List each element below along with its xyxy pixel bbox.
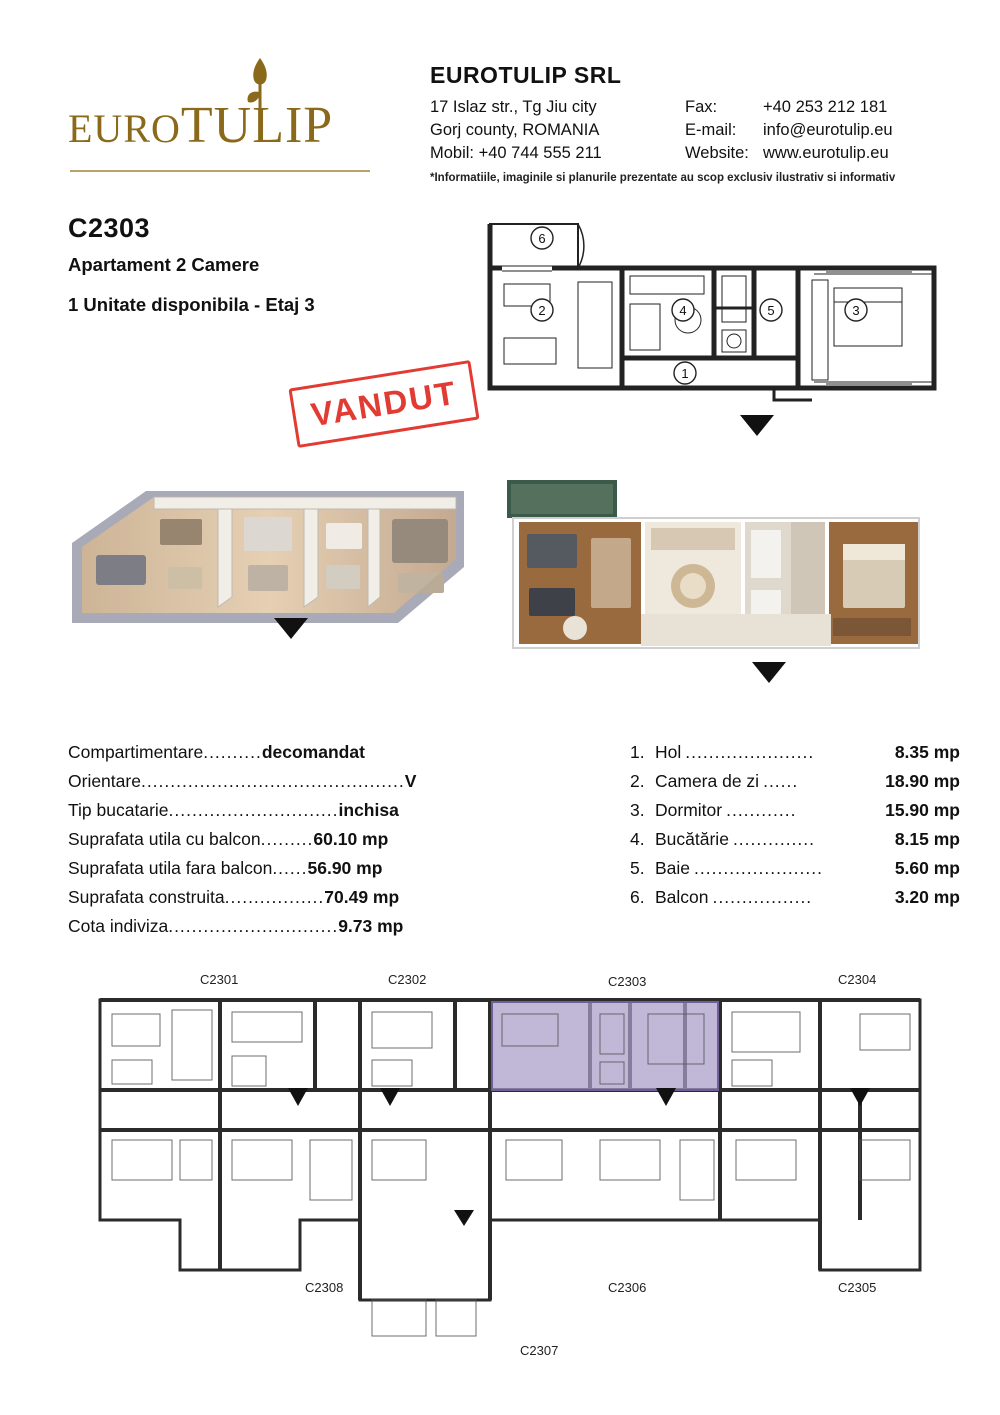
room-areas-list	[630, 738, 960, 912]
room-row	[630, 738, 960, 767]
plate-label-c2302: C2302	[388, 972, 427, 987]
email-entry	[685, 119, 893, 142]
mobil-value: +40 744 555 211	[478, 144, 602, 162]
fax-entry	[685, 96, 887, 119]
spec-row	[68, 825, 468, 854]
plate-label-c2307: C2307	[520, 1343, 559, 1358]
room-name: Balcon	[655, 887, 709, 907]
contact-details	[430, 96, 970, 165]
logo-divider	[70, 170, 370, 172]
spec-dots: ..........	[203, 742, 262, 762]
spec-row	[68, 883, 468, 912]
spec-value: decomandat	[261, 742, 365, 762]
spec-row	[68, 854, 468, 883]
room-name: Camera de zi	[655, 771, 760, 791]
room-dots: ..............	[732, 829, 816, 849]
entrance-marker-topdown	[752, 662, 786, 683]
address-line-1: 17 Islaz str., Tg Jiu city	[430, 98, 597, 116]
website-label: Website:	[685, 144, 749, 162]
room-number: 4.	[630, 829, 645, 849]
room-name: Hol	[655, 742, 682, 762]
spec-label: Suprafata utila fara balcon	[68, 858, 273, 878]
logo-tulip-text: TULIP	[180, 97, 334, 154]
room-dots: ......................	[685, 742, 815, 762]
apartment-code: C2303	[68, 213, 151, 243]
mobil-entry	[430, 142, 685, 165]
spec-row	[68, 912, 468, 941]
room-row	[630, 854, 960, 883]
plate-label-c2308: C2308	[305, 1280, 344, 1295]
spec-row	[68, 738, 468, 767]
status-badge-sold: VANDUT	[288, 360, 479, 448]
plan-marker-1: 1	[681, 366, 689, 381]
building-floor-plate	[60, 970, 950, 1360]
company-contact-block	[430, 62, 970, 165]
logo-euro-text: EURO	[68, 106, 181, 151]
spec-dots: .............................	[168, 800, 339, 820]
spec-dots: .................	[224, 887, 325, 907]
spec-row	[68, 796, 468, 825]
spec-label: Orientare	[68, 771, 141, 791]
room-dots: ......................	[694, 858, 823, 878]
room-number: 6.	[630, 887, 645, 907]
room-area: 15.90 mp	[885, 800, 960, 820]
plan-marker-3: 3	[852, 303, 860, 318]
room-row	[630, 883, 960, 912]
plan-marker-2: 2	[538, 303, 546, 318]
room-name: Baie	[655, 858, 691, 878]
room-row	[630, 825, 960, 854]
room-area: 8.15 mp	[894, 829, 960, 849]
room-area: 8.35 mp	[894, 742, 960, 762]
spec-value: inchisa	[338, 800, 399, 820]
spec-label: Cota indiviza	[68, 916, 169, 936]
spec-row	[68, 767, 468, 796]
plate-label-c2304: C2304	[838, 972, 877, 987]
room-name: Dormitor	[655, 800, 723, 820]
apartment-title-block	[68, 213, 315, 316]
spec-value: 9.73 mp	[338, 916, 404, 936]
room-area: 5.60 mp	[894, 858, 960, 878]
company-name: EUROTULIP SRL	[430, 62, 622, 88]
spec-dots: .............................	[168, 916, 339, 936]
contact-row-1	[430, 96, 970, 119]
logo-wordmark	[68, 96, 388, 155]
room-dots: .................	[712, 887, 813, 907]
room-number: 1.	[630, 742, 645, 762]
plate-label-c2305: C2305	[838, 1280, 877, 1295]
apartment-3d-topdown-view	[505, 478, 925, 663]
spec-value: V	[404, 771, 417, 791]
spec-label: Tip bucatarie	[68, 800, 169, 820]
page-header	[0, 0, 1000, 200]
room-dots: ......	[763, 771, 799, 791]
address-line-2: Gorj county, ROMANIA	[430, 121, 600, 139]
apartment-floorplan-2d	[482, 218, 942, 413]
room-name: Bucătărie	[655, 829, 729, 849]
spec-dots: ......	[272, 858, 308, 878]
website-entry	[685, 142, 889, 165]
availability-text: 1 Unitate disponibila - Etaj 3	[68, 294, 315, 315]
spec-value: 56.90 mp	[307, 858, 383, 878]
plan-marker-6: 6	[538, 231, 546, 246]
specifications-list	[68, 738, 468, 941]
email-value[interactable]: info@eurotulip.eu	[763, 121, 893, 139]
spec-label: Compartimentare	[68, 742, 204, 762]
plan-marker-4: 4	[679, 303, 687, 318]
room-area: 18.90 mp	[885, 771, 960, 791]
entrance-marker-plan2d	[740, 415, 774, 436]
entrance-marker-3d	[274, 618, 308, 639]
fax-value: +40 253 212 181	[763, 98, 888, 116]
apartment-3d-isometric-view	[68, 447, 468, 637]
email-label: E-mail:	[685, 121, 737, 139]
spec-value: 60.10 mp	[313, 829, 389, 849]
spec-value: 70.49 mp	[324, 887, 400, 907]
room-number: 2.	[630, 771, 645, 791]
website-value[interactable]: www.eurotulip.eu	[763, 144, 889, 162]
spec-dots: .........	[260, 829, 314, 849]
room-row	[630, 767, 960, 796]
plate-label-c2303: C2303	[608, 974, 647, 989]
fax-label: Fax:	[685, 98, 718, 116]
spec-label: Suprafata utila cu balcon	[68, 829, 261, 849]
disclaimer-text: *Informatiile, imaginile si planurile prezentate au scop exclusiv ilustrativ si informativ	[430, 172, 896, 184]
apartment-type: Apartament 2 Camere	[68, 254, 260, 275]
plate-label-c2301: C2301	[200, 972, 239, 987]
plan-marker-5: 5	[767, 303, 775, 318]
company-logo	[68, 52, 388, 172]
plate-label-c2306: C2306	[608, 1280, 647, 1295]
room-dots: ............	[726, 800, 797, 820]
room-number: 5.	[630, 858, 645, 878]
contact-row-3	[430, 142, 970, 165]
spec-label: Suprafata construita	[68, 887, 225, 907]
room-number: 3.	[630, 800, 645, 820]
contact-row-2	[430, 119, 970, 142]
mobil-label: Mobil:	[430, 144, 475, 162]
room-area: 3.20 mp	[894, 887, 960, 907]
room-row	[630, 796, 960, 825]
spec-dots: .............................................	[140, 771, 405, 791]
